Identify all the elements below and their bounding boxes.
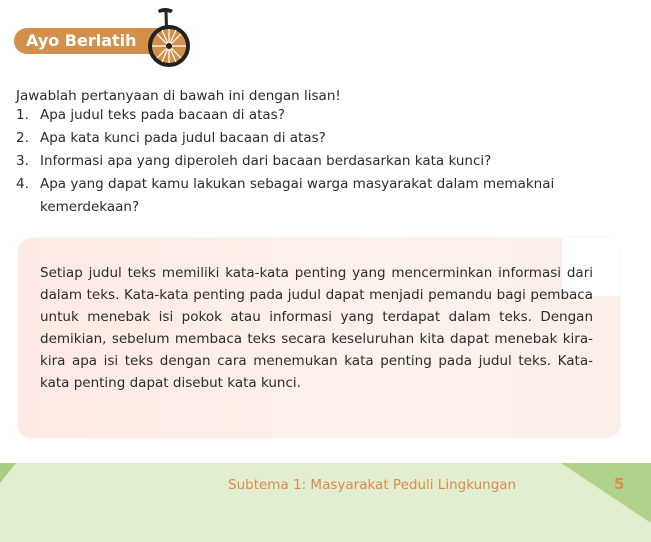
question-item	[16, 104, 631, 127]
question-text: Informasi apa yang diperoleh dari bacaan berdasarkan kata kunci?	[40, 153, 492, 169]
question-item	[16, 127, 631, 150]
question-number: 3.	[16, 153, 29, 169]
subtheme-title: Subtema 1: Masyarakat Peduli Lingkungan	[228, 477, 517, 493]
question-number: 2.	[16, 130, 29, 146]
question-number: 4.	[16, 176, 29, 192]
footer-corner-left	[0, 463, 16, 483]
footer-corner-right	[561, 463, 651, 523]
page-number: 5	[614, 475, 625, 493]
info-text: Setiap judul teks memiliki kata-kata penting yang mencerminkan informasi dari dalam teks. Kata-kata penting pada judul dapat menjadi pemandu bagi pembaca untuk menebak isi pokok atau informasi yang terdapat dalam teks. Dengan demikian, sebelum membaca teks secara keseluruhan kita dapat menebak kira-kira apa isi teks dengan cara menemukan kata penting pada judul teks. Kata-kata penting dapat disebut kata kunci.	[40, 265, 593, 391]
question-number: 1.	[16, 107, 29, 123]
question-text: Apa judul teks pada bacaan di atas?	[40, 107, 285, 123]
info-box	[18, 238, 620, 438]
page-footer	[0, 463, 651, 542]
instruction-text: Jawablah pertanyaan di bawah ini dengan lisan!	[16, 88, 341, 104]
question-text: Apa yang dapat kamu lakukan sebagai warga masyarakat dalam memaknai kemerdekaan?	[40, 176, 555, 215]
question-item	[16, 173, 631, 219]
question-text: Apa kata kunci pada judul bacaan di atas?	[40, 130, 326, 146]
section-badge: Ayo Berlatih	[14, 28, 164, 54]
question-item	[16, 150, 631, 173]
unicycle-icon	[143, 4, 197, 68]
question-list	[16, 104, 631, 219]
